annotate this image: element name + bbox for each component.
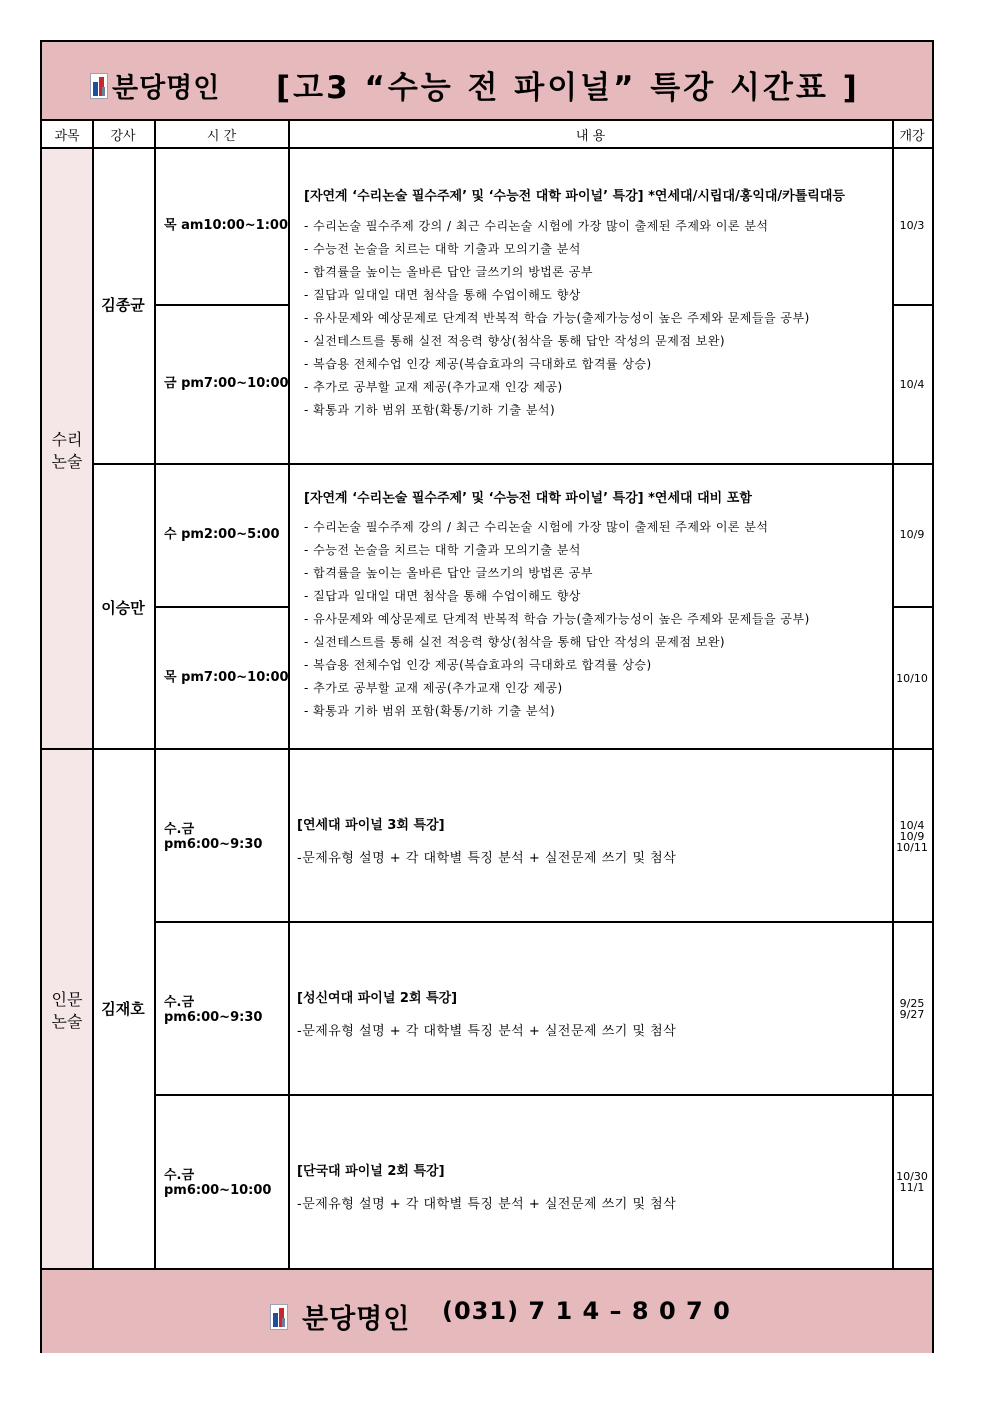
course-title: [단국대 파이널 2회 특강]	[297, 1164, 445, 1179]
course-line: - 질답과 일대일 대면 첨삭을 통해 수업이해도 향상	[304, 589, 581, 603]
class-hours: pm6:00~10:00	[164, 1183, 272, 1198]
course-title: [자연계 ‘수리논술 필수주제’ 및 ‘수능전 대학 파이널’ 특강] *연세대/시립대/홍익대/카톨릭대등	[304, 189, 845, 204]
col-teacher-header: 강사	[110, 128, 136, 144]
open-date: 10/3	[899, 219, 925, 232]
course-content	[297, 814, 887, 866]
brand-logo-icon	[270, 1304, 288, 1330]
course-line: -문제유형 설명 + 각 대학별 특징 분석 + 실전문제 쓰기 및 첨삭	[297, 1024, 677, 1039]
footer-band	[42, 1268, 932, 1353]
col-open-header: 개강	[899, 128, 925, 144]
course-title: [연세대 파이널 3회 특강]	[297, 818, 445, 833]
class-hours: pm6:00~9:30	[164, 837, 263, 852]
course-line: - 복습용 전체수업 인강 제공(복습효과의 극대화로 합격률 상승)	[304, 658, 652, 672]
class-time: 목 am10:00~1:00	[164, 218, 289, 233]
course-line: - 질답과 일대일 대면 첨삭을 통해 수업이해도 향상	[304, 288, 581, 302]
course-line: - 추가로 공부할 교재 제공(추가교재 인강 제공)	[304, 681, 563, 695]
course-content	[304, 487, 894, 723]
course-line: - 실전테스트를 통해 실전 적응력 향상(첨삭을 통해 답안 작성의 문제점 보완)	[304, 334, 726, 348]
course-line: - 수리논술 필수주제 강의 / 최근 수리논술 시험에 가장 많이 출제된 주제와 이론 분석	[304, 219, 769, 233]
course-line: - 복습용 전체수업 인강 제공(복습효과의 극대화로 합격률 상승)	[304, 357, 652, 371]
footer-phone: (031) 7 1 4 – 8 0 7 0	[442, 1297, 731, 1325]
course-line: - 수리논술 필수주제 강의 / 최근 수리논술 시험에 가장 많이 출제된 주제와 이론 분석	[304, 520, 769, 534]
class-time: 금 pm7:00~10:00	[164, 376, 289, 391]
brand-logo-icon	[90, 73, 108, 99]
course-line: - 합격률을 높이는 올바른 답안 글쓰기의 방법론 공부	[304, 265, 593, 279]
course-line: - 수능전 논술을 치르는 대학 기출과 모의기출 분석	[304, 242, 581, 256]
teacher-name: 김종균	[101, 296, 145, 314]
col-content-header: 내 용	[575, 128, 606, 144]
course-title: [성신여대 파이널 2회 특강]	[297, 991, 458, 1006]
brand-name: 분당명인	[112, 73, 221, 104]
open-date: 9/25 9/27	[899, 997, 925, 1021]
open-date: 10/10	[896, 672, 928, 685]
open-date: 10/9	[899, 528, 925, 541]
course-line: - 유사문제와 예상문제로 단계적 반복적 학습 가능(출제가능성이 높은 주제와 문제들을 공부)	[304, 311, 810, 325]
timetable-frame	[40, 40, 934, 1353]
open-date: 10/4 10/9 10/11	[896, 819, 928, 854]
course-line: - 확통과 기하 범위 포함(확통/기하 기출 분석)	[304, 704, 556, 718]
class-hours: pm6:00~9:30	[164, 1010, 263, 1025]
course-line: - 실전테스트를 통해 실전 적응력 향상(첨삭을 통해 답안 작성의 문제점 보완)	[304, 635, 726, 649]
teacher-name: 김재호	[101, 1000, 145, 1018]
class-day: 수.금	[164, 822, 195, 837]
course-line: -문제유형 설명 + 각 대학별 특징 분석 + 실전문제 쓰기 및 첨삭	[297, 851, 677, 866]
course-line: - 추가로 공부할 교재 제공(추가교재 인강 제공)	[304, 380, 563, 394]
course-title: [자연계 ‘수리논술 필수주제’ 및 ‘수능전 대학 파이널’ 특강] *연세대 대비 포함	[304, 491, 752, 506]
open-date: 10/4	[899, 378, 925, 391]
class-time: 목 pm7:00~10:00	[164, 670, 289, 685]
col-time-header: 시 간	[206, 128, 237, 144]
course-line: - 합격률을 높이는 올바른 답안 글쓰기의 방법론 공부	[304, 566, 593, 580]
class-day: 수.금	[164, 1168, 195, 1183]
class-day: 수.금	[164, 995, 195, 1010]
class-time	[164, 1168, 271, 1198]
course-line: - 유사문제와 예상문제로 단계적 반복적 학습 가능(출제가능성이 높은 주제와 문제들을 공부)	[304, 612, 810, 626]
course-content	[297, 987, 887, 1039]
course-content	[304, 185, 894, 422]
class-time	[164, 822, 262, 852]
class-time: 수 pm2:00~5:00	[164, 527, 280, 542]
humanities-subject-label: 인문 논술	[51, 990, 83, 1031]
brand-logo	[90, 66, 220, 105]
class-time	[164, 995, 262, 1025]
footer-brand-name: 분당명인	[302, 1304, 411, 1335]
course-line: -문제유형 설명 + 각 대학별 특징 분석 + 실전문제 쓰기 및 첨삭	[297, 1197, 677, 1212]
course-line: - 수능전 논술을 치르는 대학 기출과 모의기출 분석	[304, 543, 581, 557]
header-band	[42, 42, 932, 121]
page-title: [고3 “수능 전 파이널” 특강 시간표 ]	[276, 70, 860, 106]
course-content	[297, 1160, 887, 1212]
col-subject-header: 과목	[54, 128, 80, 144]
open-date: 10/30 11/1	[896, 1170, 928, 1194]
teacher-name: 이승만	[101, 599, 145, 617]
footer-logo	[270, 1297, 410, 1336]
math-subject-label: 수리 논술	[51, 430, 83, 471]
course-line: - 확통과 기하 범위 포함(확통/기하 기출 분석)	[304, 403, 556, 417]
